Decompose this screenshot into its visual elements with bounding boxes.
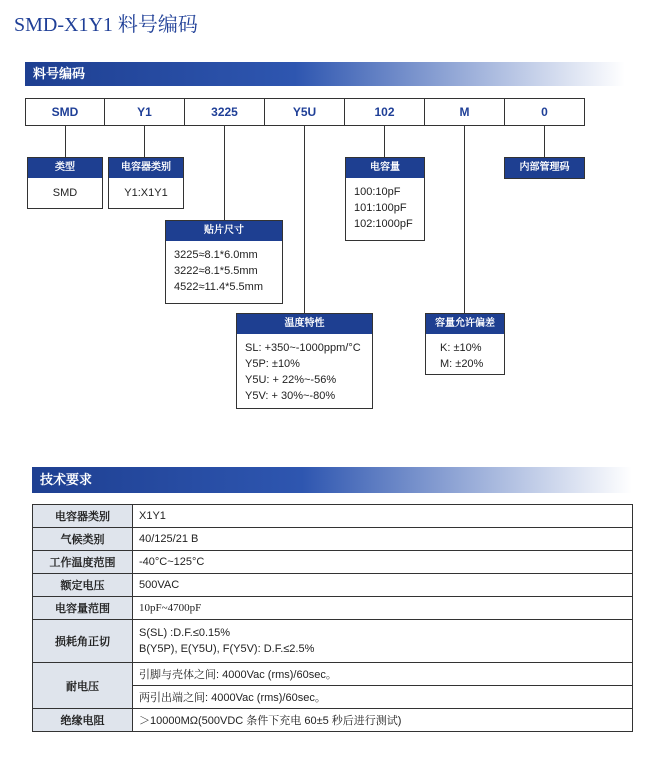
spec-label: 损耗角正切 xyxy=(33,620,133,663)
table-row xyxy=(33,574,633,597)
table-row xyxy=(33,597,633,620)
legend-line: Y5P: ±10% xyxy=(245,358,300,370)
spec-value: 500VAC xyxy=(133,574,633,597)
legend-line: 4522≈11.4*5.5mm xyxy=(174,281,263,293)
code-cell-tolerance: M xyxy=(424,98,505,126)
legend-line: SMD xyxy=(52,187,78,199)
legend-line: 3222≈8.1*5.5mm xyxy=(174,265,258,277)
legend-line: 100:10pF xyxy=(354,186,401,198)
legend-box-temp xyxy=(236,313,373,409)
legend-box-internal xyxy=(504,157,585,179)
code-cell-internal: 0 xyxy=(504,98,585,126)
spec-value: 40/125/21 B xyxy=(133,528,633,551)
legend-title: 类型 xyxy=(28,158,102,178)
table-row xyxy=(33,505,633,528)
connector-line xyxy=(65,125,66,157)
legend-line: Y1:X1Y1 xyxy=(124,187,168,199)
table-row xyxy=(33,663,633,686)
legend-box-category xyxy=(108,157,184,209)
table-row xyxy=(33,551,633,574)
legend-box-capacitance xyxy=(345,157,425,241)
legend-box-tolerance xyxy=(425,313,505,375)
legend-line: 102:1000pF xyxy=(354,218,413,230)
connector-line xyxy=(464,125,465,314)
spec-table xyxy=(32,504,633,732)
spec-value: 引脚与壳体之间: 4000Vac (rms)/60sec。 xyxy=(133,663,633,686)
legend-title: 电容器类别 xyxy=(109,158,183,178)
spec-label: 电容器类别 xyxy=(33,505,133,528)
code-cell-temp: Y5U xyxy=(264,98,345,126)
legend-title: 内部管理码 xyxy=(505,158,584,178)
spec-label: 气候类别 xyxy=(33,528,133,551)
spec-label: 额定电压 xyxy=(33,574,133,597)
code-cell-capacitance: 102 xyxy=(344,98,425,126)
code-cell-type: SMD xyxy=(25,98,105,126)
spec-value: -40°C~125°C xyxy=(133,551,633,574)
spec-value: 两引出端之间: 4000Vac (rms)/60sec。 xyxy=(133,686,633,709)
spec-value: 10pF~4700pF xyxy=(133,597,633,620)
spec-value-line: B(Y5P), E(Y5U), F(Y5V): D.F.≤2.5% xyxy=(139,643,315,655)
connector-line xyxy=(224,125,225,220)
legend-line: SL: +350~-1000ppm/°C xyxy=(245,342,361,354)
legend-line: Y5U: + 22%~-56% xyxy=(245,374,337,386)
spec-value-line: S(SL) :D.F.≤0.15% xyxy=(139,627,231,639)
spec-value: ＞10000MΩ(500VDC 条件下充电 60±5 秒后进行测试) xyxy=(133,709,633,732)
legend-box-type xyxy=(27,157,103,209)
connector-line xyxy=(544,125,545,157)
legend-line: M: ±20% xyxy=(440,358,484,370)
connector-line xyxy=(304,125,305,314)
table-row xyxy=(33,709,633,732)
spec-label: 工作温度范围 xyxy=(33,551,133,574)
spec-label: 电容量范围 xyxy=(33,597,133,620)
spec-label: 绝缘电阻 xyxy=(33,709,133,732)
legend-line: 101:100pF xyxy=(354,202,407,214)
legend-title: 容量允许偏差 xyxy=(426,314,504,334)
table-row xyxy=(33,528,633,551)
legend-title: 电容量 xyxy=(346,158,424,178)
connector-line xyxy=(144,125,145,157)
table-row xyxy=(33,620,633,663)
legend-line: Y5V: + 30%~-80% xyxy=(245,390,336,402)
legend-line: K: ±10% xyxy=(440,342,482,354)
tech-section-header: 技术要求 xyxy=(32,467,632,493)
spec-label: 耐电压 xyxy=(33,663,133,709)
connector-line xyxy=(384,125,385,157)
part-number-section-header: 料号编码 xyxy=(25,62,625,86)
code-cell-size: 3225 xyxy=(184,98,265,126)
legend-title: 贴片尺寸 xyxy=(166,221,282,241)
spec-value: X1Y1 xyxy=(133,505,633,528)
legend-line: 3225≈8.1*6.0mm xyxy=(174,249,258,261)
legend-title: 温度特性 xyxy=(237,314,372,334)
code-cell-category: Y1 xyxy=(104,98,185,126)
spec-value xyxy=(133,620,633,663)
page-title: SMD-X1Y1 料号编码 xyxy=(14,14,198,36)
legend-box-size xyxy=(165,220,283,304)
